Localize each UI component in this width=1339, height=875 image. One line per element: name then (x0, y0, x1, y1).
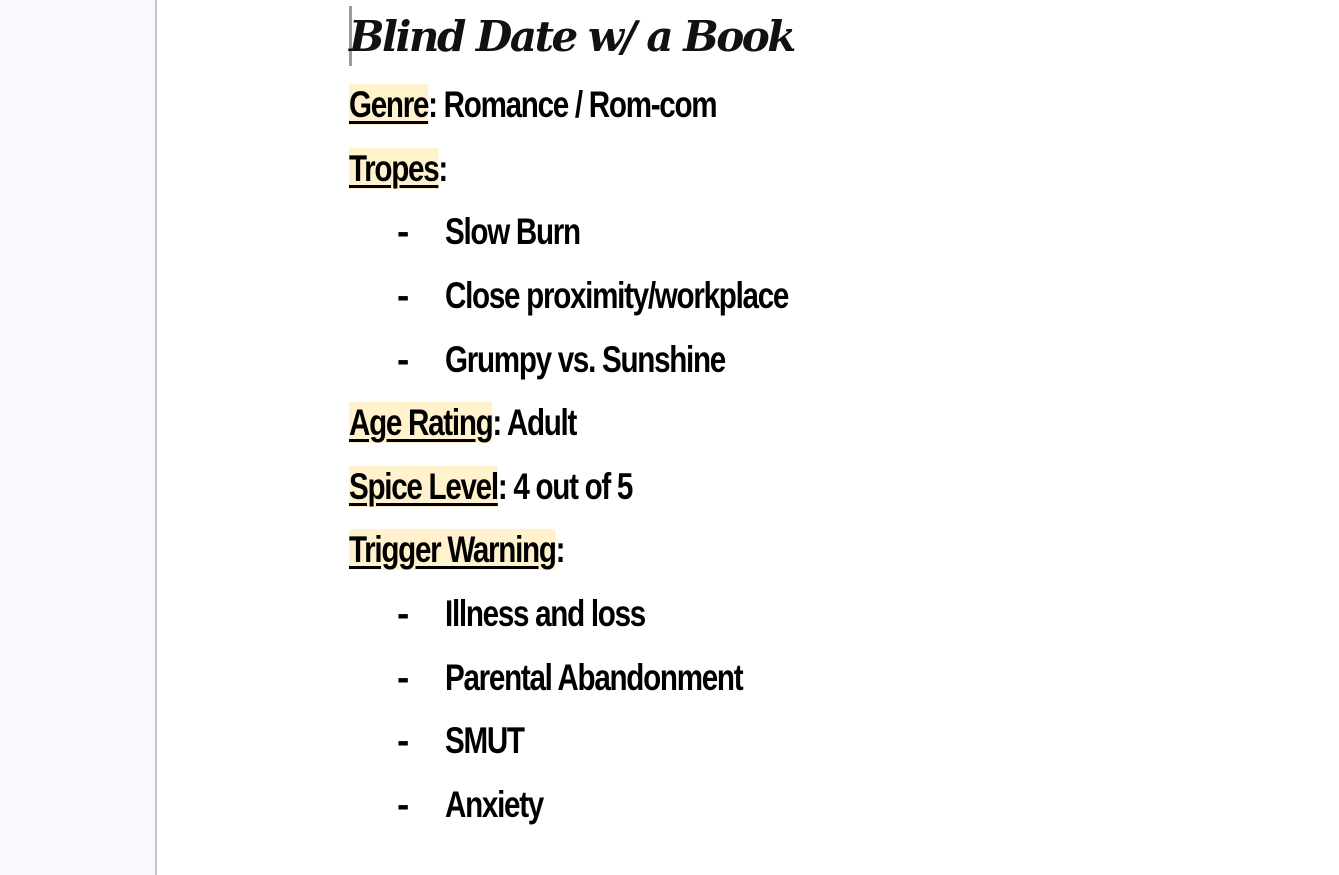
genre-separator: : (428, 84, 437, 125)
tropes-line[interactable] (349, 141, 447, 197)
spice-level-label: Spice Level (349, 466, 498, 507)
age-rating-label: Age Rating (349, 402, 493, 443)
trigger-warning-label: Trigger Warning (349, 529, 556, 570)
list-bullet: - (397, 275, 410, 316)
spice-level-value: 4 out of 5 (506, 466, 633, 507)
trigger-warning-item[interactable]: Parental Abandonment (445, 657, 743, 698)
list-bullet: - (397, 720, 410, 761)
age-rating-line[interactable] (349, 395, 576, 451)
spice-level-separator: : (497, 466, 507, 507)
tropes-label: Tropes (349, 148, 439, 189)
list-bullet: - (397, 211, 410, 252)
document-title[interactable]: Blind Date w/ a Book (349, 12, 794, 61)
genre-value: Romance / Rom-com (436, 84, 717, 125)
list-bullet: - (397, 339, 410, 380)
genre-line[interactable] (349, 77, 716, 133)
genre-label: Genre (349, 84, 429, 125)
trope-item[interactable]: Grumpy vs. Sunshine (445, 339, 725, 380)
age-rating-separator: : (492, 402, 502, 443)
list-bullet: - (397, 593, 410, 634)
trigger-warning-line[interactable] (349, 522, 564, 578)
trope-item[interactable]: Slow Burn (445, 211, 580, 252)
list-bullet: - (397, 657, 410, 698)
age-rating-value: Adult (501, 402, 577, 443)
list-bullet: - (397, 784, 410, 825)
document-outline-sidebar (0, 0, 157, 875)
trigger-warning-item[interactable]: Anxiety (445, 784, 543, 825)
document-page[interactable] (157, 0, 1339, 875)
trigger-warning-separator: : (555, 529, 565, 570)
spice-level-line[interactable] (349, 459, 632, 515)
tropes-separator: : (438, 148, 447, 189)
trigger-warning-item[interactable]: SMUT (445, 720, 524, 761)
trigger-warning-item[interactable]: Illness and loss (445, 593, 645, 634)
trope-item[interactable]: Close proximity/workplace (445, 275, 789, 316)
